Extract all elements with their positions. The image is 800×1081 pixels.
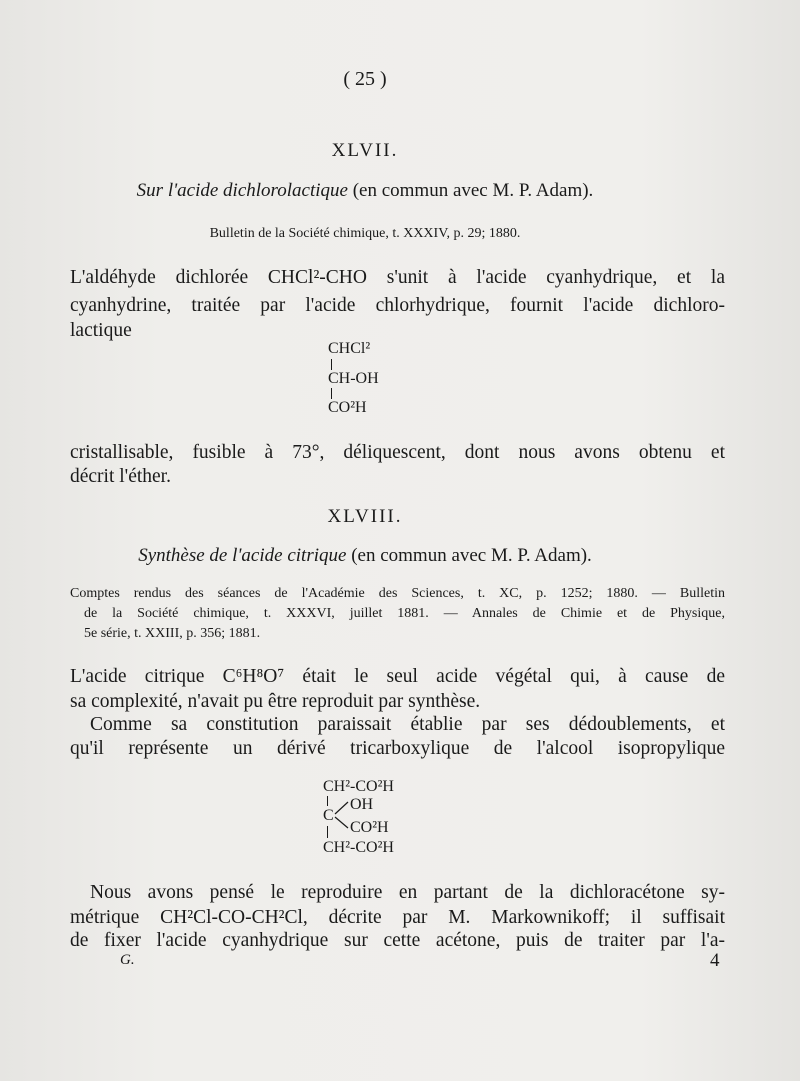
paragraph-line: Comme sa constitution paraissait établie par ses dédoublements, et: [90, 714, 725, 735]
paragraph-line: L'aldéhyde dichlorée CHCl²-CHO s'unit à l'acide cyanhydrique, et la: [70, 267, 725, 288]
bond-line: [327, 826, 328, 838]
bond-line: [331, 388, 332, 399]
subtitle-rest: (en commun avec M. P. Adam).: [346, 545, 592, 566]
section-subtitle-xlviii: [0, 545, 730, 567]
subtitle-rest: (en commun avec M. P. Adam).: [347, 180, 594, 201]
paragraph-line: sa complexité, n'avait pu être reproduit par synthèse.: [70, 691, 481, 712]
paragraph-line: de fixer l'acide cyanhydrique sur cette acétone, puis de traiter par l'a-: [70, 930, 725, 951]
sheet-number: 4: [710, 950, 720, 971]
paragraph-line: métrique CH²Cl-CO-CH²Cl, décrite par M. Markownikoff; il suffisait: [70, 907, 725, 928]
bond-line: [327, 796, 328, 806]
formula-line: CO²H: [328, 399, 367, 416]
page-number: ( 25 ): [343, 68, 387, 90]
reference-line: Comptes rendus des séances de l'Académie des Sciences, t. XC, p. 1252; 1880. — Bulletin: [70, 586, 725, 601]
formula-line: OH: [350, 796, 374, 813]
paragraph-line: qu'il représente un dérivé tricarboxylique de l'alcool isopropylique: [70, 738, 725, 759]
formula-line: CH²-CO²H: [323, 839, 394, 856]
paragraph-line: cyanhydrine, traitée par l'acide chlorhydrique, fournit l'acide dichloro-: [70, 295, 725, 316]
bond-line: [331, 359, 332, 370]
paragraph-line: cristallisable, fusible à 73°, déliquescent, dont nous avons obtenu et: [70, 442, 725, 463]
signature-mark: G.: [120, 952, 135, 968]
section-subtitle-xlvii: [0, 180, 730, 202]
formula-line: CH²-CO²H: [323, 778, 394, 795]
bond-lines: [333, 798, 351, 832]
reference-xlvii: Bulletin de la Société chimique, t. XXXIV, p. 29; 1880.: [209, 226, 521, 241]
section-heading-xlvii: XLVII.: [331, 140, 399, 161]
paragraph-line: décrit l'éther.: [70, 466, 171, 487]
reference-line: 5e série, t. XXIII, p. 356; 1881.: [84, 626, 261, 641]
subtitle-italic: Synthèse de l'acide citrique: [138, 545, 347, 566]
paragraph-line: lactique: [70, 320, 132, 341]
subtitle-italic: Sur l'acide dichlorolactique: [136, 180, 348, 201]
formula-line: C: [323, 807, 334, 824]
formula-line: CH-OH: [328, 370, 379, 387]
formula-line: CHCl²: [328, 340, 371, 357]
reference-line: de la Société chimique, t. XXXVI, juillet 1881. — Annales de Chimie et de Physique,: [84, 606, 725, 621]
section-heading-xlviii: XLVIII.: [327, 506, 403, 527]
paragraph-line: Nous avons pensé le reproduire en partant de la dichloracétone sy-: [90, 882, 725, 903]
paragraph-line: L'acide citrique C⁶H⁸O⁷ était le seul acide végétal qui, à cause de: [70, 666, 725, 687]
formula-line: CO²H: [350, 819, 389, 836]
